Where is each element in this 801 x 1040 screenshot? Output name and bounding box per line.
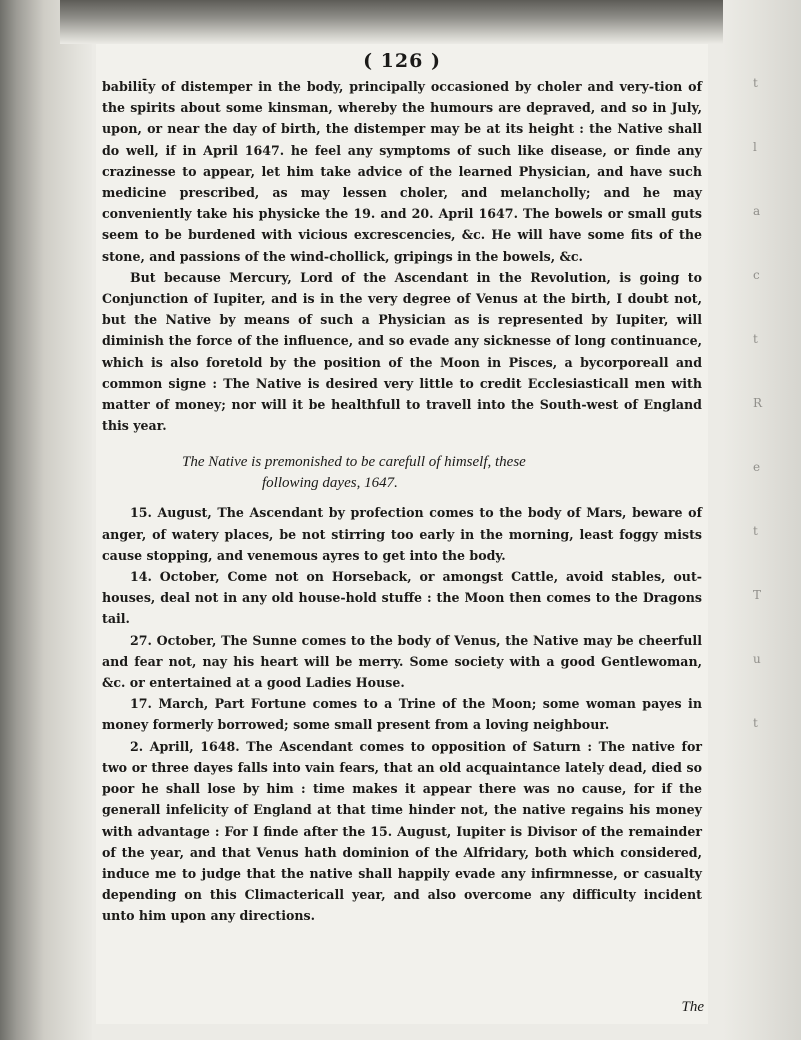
page-number: ( 126 ) [363, 50, 441, 72]
italic-heading-line: following dayes, 1647. [262, 475, 398, 492]
dated-entry: 17. March, Part Fortune comes to a Trine of the Moon; some woman payes in money formerly borrowed; some small present from a loving neighbour. [102, 696, 702, 733]
bleed-through-text [753, 70, 793, 770]
dated-entry: 2. Aprill, 1648. The Ascendant comes to opposition of Saturn : The native for two or three dayes falls into vain fears, that an old acquaintance lately dead, died so poor he shall lose by him : time makes it appear there was no cause, for if the generall infelicity of England at that time hinder not, the native regains his money with advantage : For I finde after the 15. August, Iupiter is Divisor of the remainder of the year, and that Venus hath dominion of the Alfridary, both which considered, induce me to judge that the native shall happily evade any infirmnesse, or casualty depending on this Climactericall year, and also overcome any difficulty incident unto him upon any directions. [102, 738, 702, 924]
paragraph: babilit̄y of distemper in the body, principally occasioned by choler and very-tion of the spirits about some kinsman, whereby the humours are depraved, and so in July, upon, or near the day of birth, the distemper may be at its height : the Native shall do well, if in April 1647. he feel any symptoms of such like disease, or finde any crazinesse to appear, let him take advice of the learned Physician, and have such medicine prescribed, as may lessen choler, and melancholly; and he may conveniently take his physicke the 19. and 20. April 1647. The bowels or small guts seem to be burdened with vicious excrescencies, &c. He will have some fits of the stone, and passions of the wind-chollick, gripings in the bowels, &c. [102, 79, 702, 264]
bleed-glyph: t [753, 332, 758, 346]
bleed-glyph: e [753, 460, 761, 474]
bleed-glyph: t [753, 524, 758, 538]
paragraph: But because Mercury, Lord of the Ascendant in the Revolution, is going to Conjunction of Iupiter, and is in the very degree of Venus at the birth, I doubt not, but the Native by means of such a Physician as is represented by Iupiter, will diminish the force of the influence, and so evade any sicknesse of long continuance, which is also foretold by the position of the Moon in Pisces, a bycorporeall and common signe : The Native is desired very little to credit Ecclesiasticall men with matter of money; nor will it be healthfull to travell into the South-west of England this year. [102, 269, 702, 434]
dated-entry: 14. October, Come not on Horseback, or amongst Cattle, avoid stables, out-houses, deal not in any old house-hold stuffe : the Moon then comes to the Dragons tail. [102, 569, 702, 627]
book-page [96, 44, 708, 1024]
bleed-glyph: l [753, 140, 757, 154]
bleed-glyph: u [753, 652, 761, 666]
catchword: The [681, 999, 704, 1015]
italic-heading [102, 452, 702, 494]
scan-top-shadow [60, 0, 801, 44]
italic-heading-line: The Native is premonished to be carefull of himself, these [182, 454, 526, 471]
dated-entry: 15. August, The Ascendant by profection comes to the body of Mars, beware of anger, of watery places, be not stirring too early in the morning, least foggy mists cause stopping, and venemous ayres to get into the body. [102, 505, 702, 563]
bleed-glyph: t [753, 76, 758, 90]
dated-entry: 27. October, The Sunne comes to the body of Venus, the Native may be cheerfull and fear not, nay his heart will be merry. Some society with a good Gentlewoman, &c. or entertained at a good Ladies House. [102, 632, 702, 691]
bleed-glyph: c [753, 268, 760, 282]
bleed-glyph: a [753, 204, 761, 218]
page-body [102, 76, 702, 927]
bleed-glyph: R [753, 396, 763, 410]
bleed-glyph: T [753, 588, 762, 602]
scan-gutter-shadow [0, 0, 92, 1040]
bleed-glyph: t [753, 716, 758, 730]
